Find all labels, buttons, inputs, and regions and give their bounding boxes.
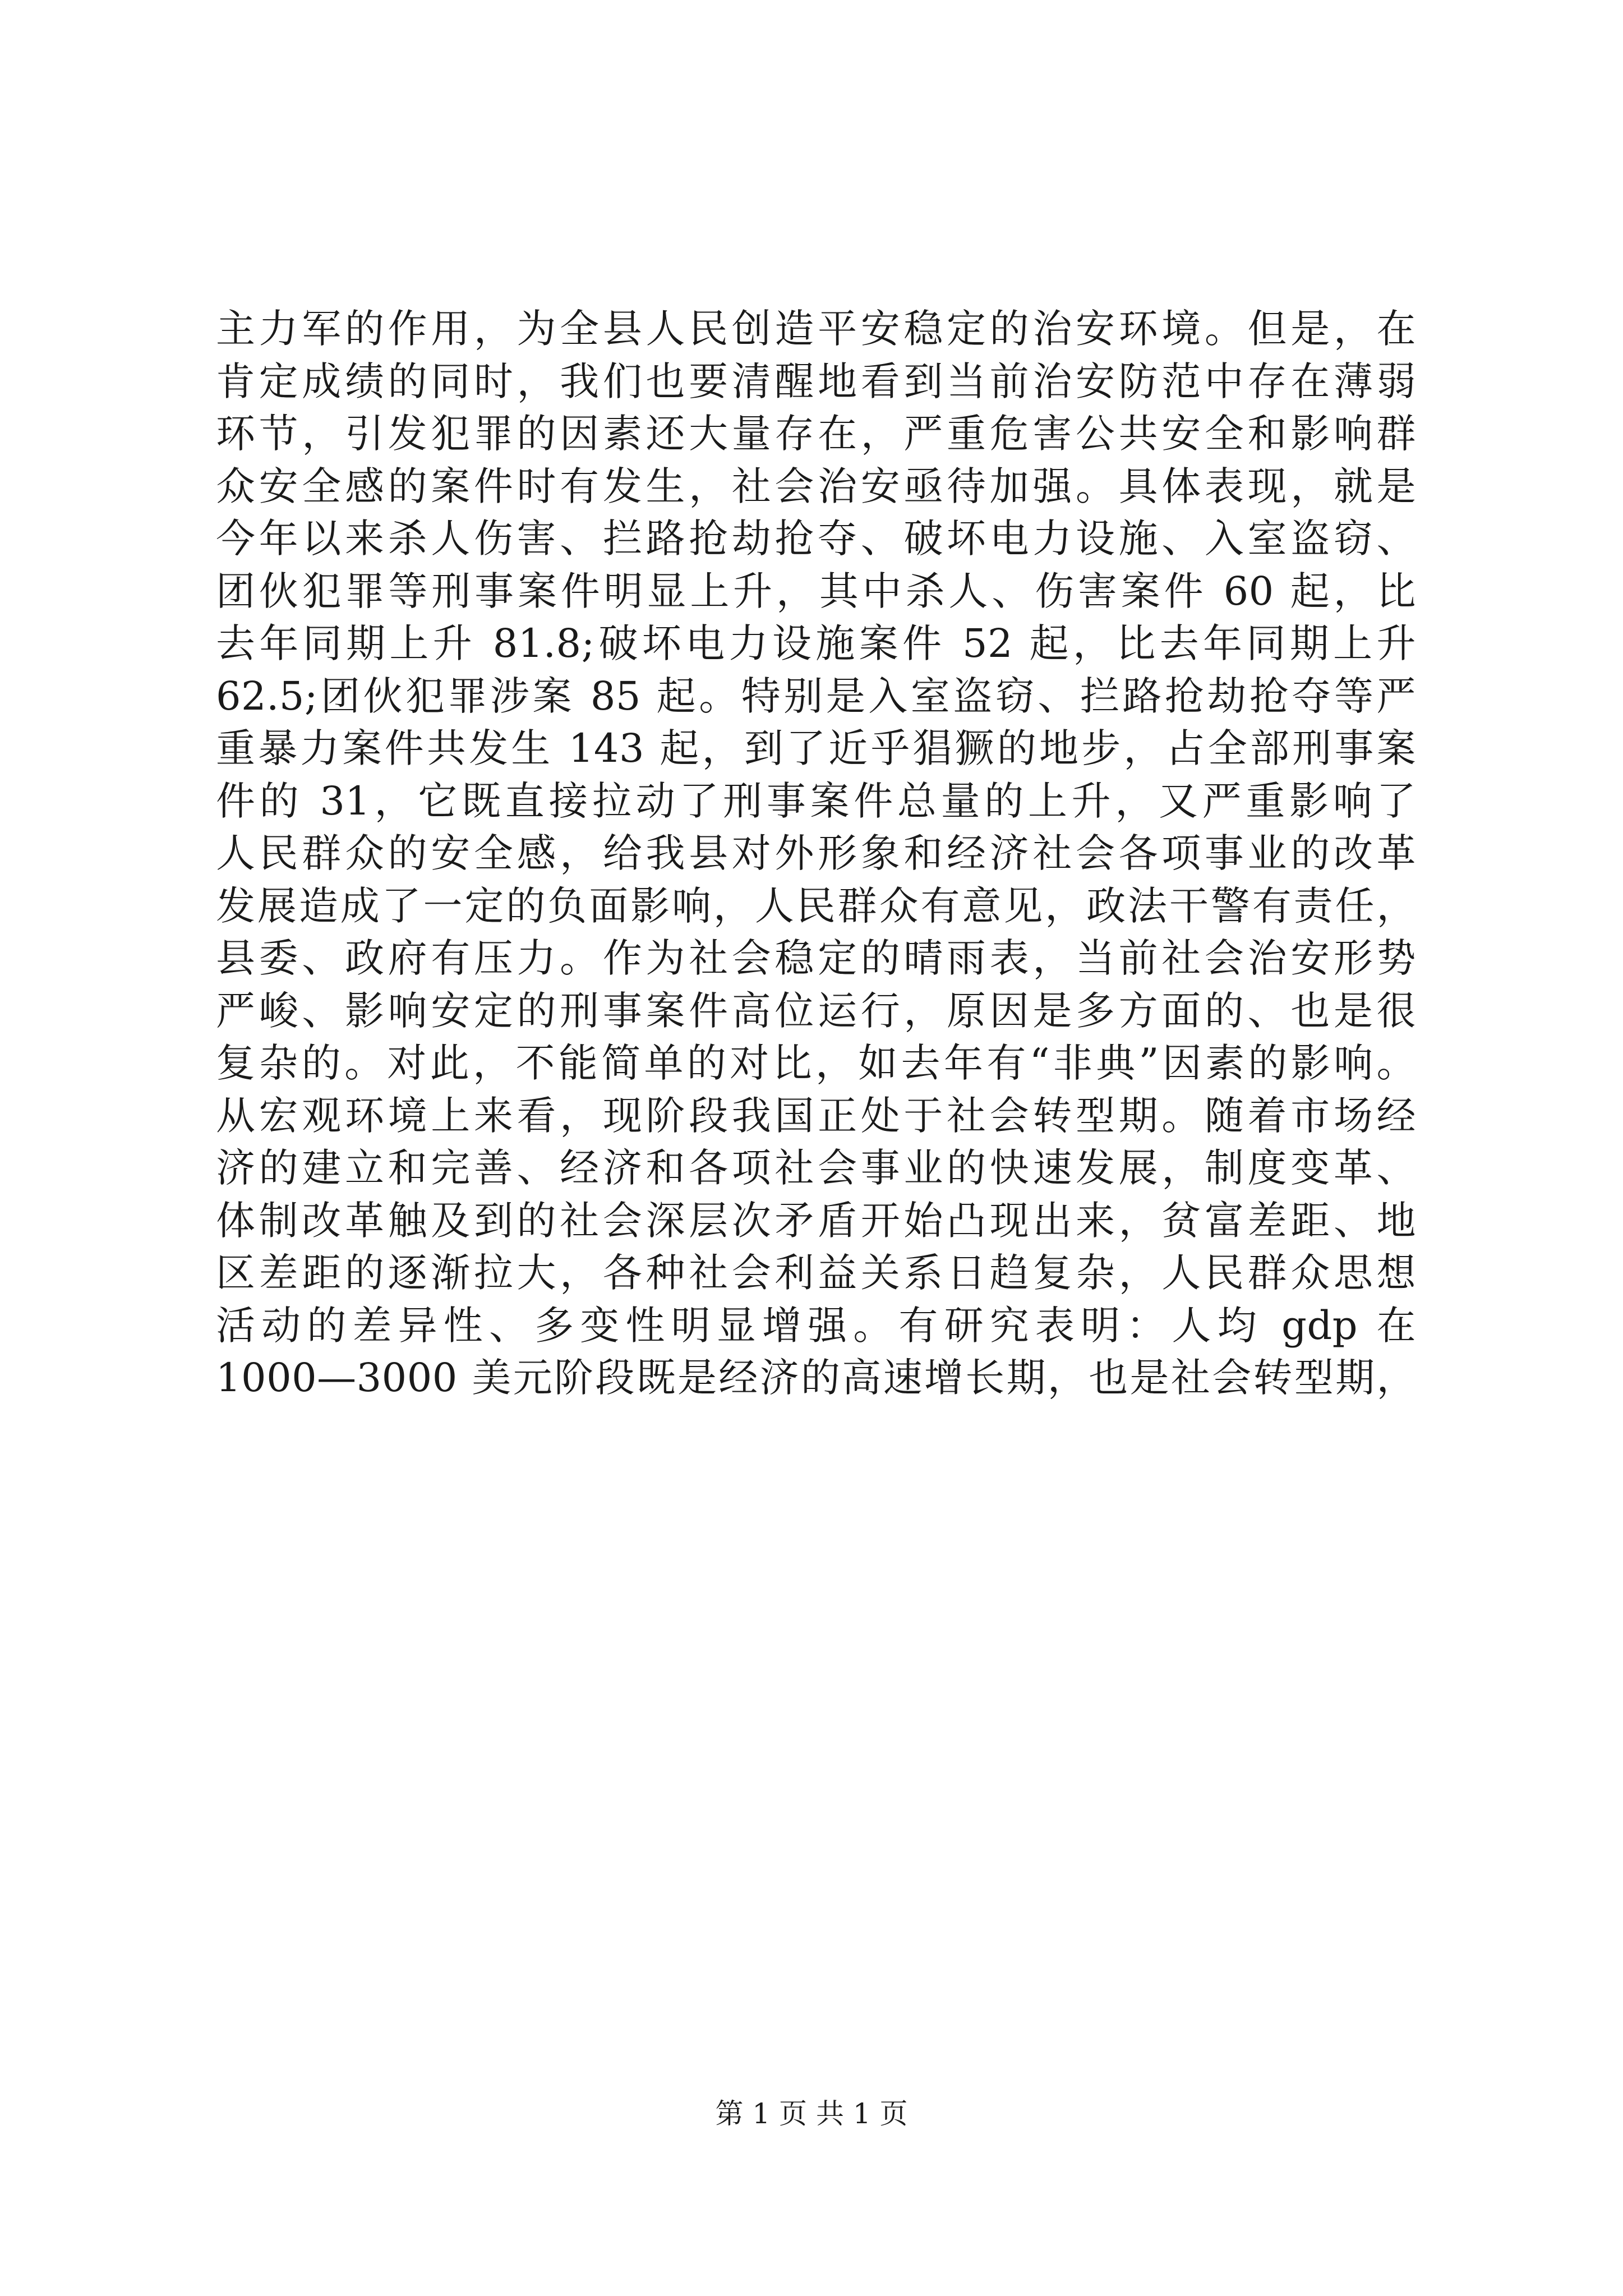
text-line: 众安全感的案件时有发生，社会治安亟待加强。具体表现，就是	[216, 463, 1416, 509]
text-line: 严峻、影响安定的刑事案件高位运行，原因是多方面的、也是很	[216, 987, 1416, 1034]
text-line: 62.5;团伙犯罪涉案 85 起。特别是入室盗窃、拦路抢劫抢夺等严	[216, 673, 1416, 719]
text-line: 今年以来杀人伤害、拦路抢劫抢夺、破坏电力设施、入室盗窃、	[216, 516, 1416, 562]
text-line: 环节，引发犯罪的因素还大量存在，严重危害公共安全和影响群	[216, 411, 1416, 457]
text-line: 体制改革触及到的社会深层次矛盾开始凸现出来，贫富差距、地	[216, 1197, 1416, 1244]
text-line: 件的 31，它既直接拉动了刑事案件总量的上升，又严重影响了	[216, 777, 1416, 824]
text-line: 主力军的作用，为全县人民创造平安稳定的治安环境。但是，在	[216, 306, 1416, 352]
text-line: 复杂的。对此，不能简单的对比，如去年有“非典”因素的影响。	[216, 1040, 1416, 1086]
text-line: 活动的差异性、多变性明显增强。有研究表明：人均 gdp 在	[216, 1302, 1416, 1349]
text-line: 人民群众的安全感，给我县对外形象和经济社会各项事业的改革	[216, 830, 1416, 876]
text-line: 发展造成了一定的负面影响，人民群众有意见，政法干警有责任，	[216, 882, 1416, 929]
page-number-footer: 第 1 页 共 1 页	[715, 2097, 908, 2130]
body-paragraph	[216, 303, 1416, 1405]
text-line: 重暴力案件共发生 143 起，到了近乎猖獗的地步，占全部刑事案	[216, 725, 1416, 771]
text-line: 肯定成绩的同时，我们也要清醒地看到当前治安防范中存在薄弱	[216, 358, 1416, 404]
text-line: 济的建立和完善、经济和各项社会事业的快速发展，制度变革、	[216, 1145, 1416, 1191]
text-line: 团伙犯罪等刑事案件明显上升，其中杀人、伤害案件 60 起，比	[216, 568, 1416, 614]
text-line: 1000—3000 美元阶段既是经济的高速增长期，也是社会转型期，	[216, 1355, 1416, 1401]
text-line: 县委、政府有压力。作为社会稳定的晴雨表，当前社会治安形势	[216, 935, 1416, 981]
text-line: 从宏观环境上来看，现阶段我国正处于社会转型期。随着市场经	[216, 1092, 1416, 1139]
text-line: 去年同期上升 81.8;破坏电力设施案件 52 起，比去年同期上升	[216, 620, 1416, 666]
text-line: 区差距的逐渐拉大，各种社会利益关系日趋复杂，人民群众思想	[216, 1250, 1416, 1296]
